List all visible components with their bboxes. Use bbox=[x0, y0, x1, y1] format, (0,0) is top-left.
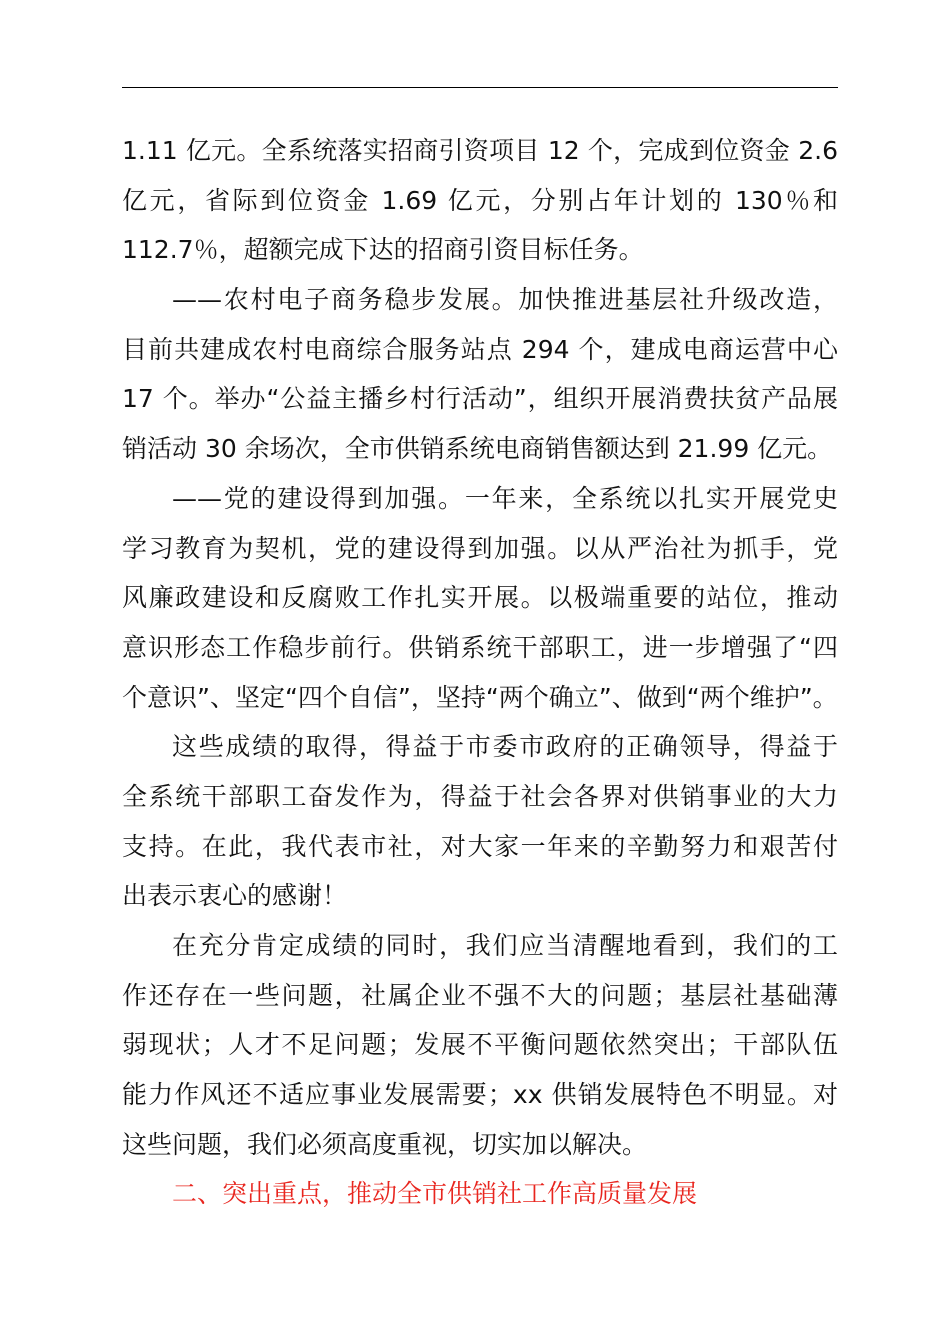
text-line: 学习教育为契机，党的建设得到加强。以从严治社为抓手，党 bbox=[122, 533, 838, 563]
text-line: 亿元，省际到位资金 1.69 亿元，分别占年计划的 130％和 bbox=[122, 185, 838, 215]
text-line: 在充分肯定成绩的同时，我们应当清醒地看到，我们的工 bbox=[172, 931, 838, 960]
text-line: 销活动 30 余场次，全市供销系统电商销售额达到 21.99 亿元。 bbox=[122, 434, 833, 464]
text-line: 这些问题，我们必须高度重视，切实加以解决。 bbox=[122, 1129, 648, 1159]
section-heading: 二、突出重点，推动全市供销社工作高质量发展 bbox=[172, 1179, 698, 1209]
text-line: 作还存在一些问题，社属企业不强不大的问题；基层社基础薄 bbox=[122, 980, 838, 1010]
text-line: 支持。在此，我代表市社，对大家一年来的辛勤努力和艰苦付 bbox=[122, 831, 838, 861]
text-line: 能力作风还不适应事业发展需要；xx 供销发展特色不明显。对 bbox=[122, 1080, 838, 1110]
document-body bbox=[122, 126, 838, 1219]
text-line: 个意识”、坚定“四个自信”，坚持“两个确立”、做到“两个维护”。 bbox=[122, 682, 838, 712]
text-line: 17 个。举办“公益主播乡村行活动”，组织开展消费扶贫产品展 bbox=[122, 384, 838, 414]
text-line: 出表示衷心的感谢！ bbox=[122, 881, 348, 911]
text-line: ——农村电子商务稳步发展。加快推进基层社升级改造， bbox=[172, 285, 838, 315]
paragraph bbox=[122, 921, 838, 1169]
text-line: 1.11 亿元。全系统落实招商引资项目 12 个，完成到位资金 2.6 bbox=[122, 136, 838, 165]
header-rule bbox=[122, 87, 838, 88]
text-line: 风廉政建设和反腐败工作扎实开展。以极端重要的站位，推动 bbox=[122, 583, 838, 613]
text-line: ——党的建设得到加强。一年来，全系统以扎实开展党史 bbox=[172, 483, 838, 513]
text-line: 112.7％，超额完成下达的招商引资目标任务。 bbox=[122, 235, 644, 265]
paragraph bbox=[122, 126, 838, 275]
text-line: 意识形态工作稳步前行。供销系统干部职工，进一步增强了“四 bbox=[122, 632, 838, 662]
paragraph bbox=[122, 275, 838, 474]
text-line: 弱现状；人才不足问题；发展不平衡问题依然突出；干部队伍 bbox=[122, 1030, 838, 1060]
paragraph bbox=[122, 474, 838, 722]
text-line: 目前共建成农村电商综合服务站点 294 个，建成电商运营中心 bbox=[122, 334, 838, 364]
paragraph bbox=[122, 722, 838, 921]
text-line: 全系统干部职工奋发作为，得益于社会各界对供销事业的大力 bbox=[122, 781, 838, 811]
text-line: 这些成绩的取得，得益于市委市政府的正确领导，得益于 bbox=[172, 732, 838, 762]
